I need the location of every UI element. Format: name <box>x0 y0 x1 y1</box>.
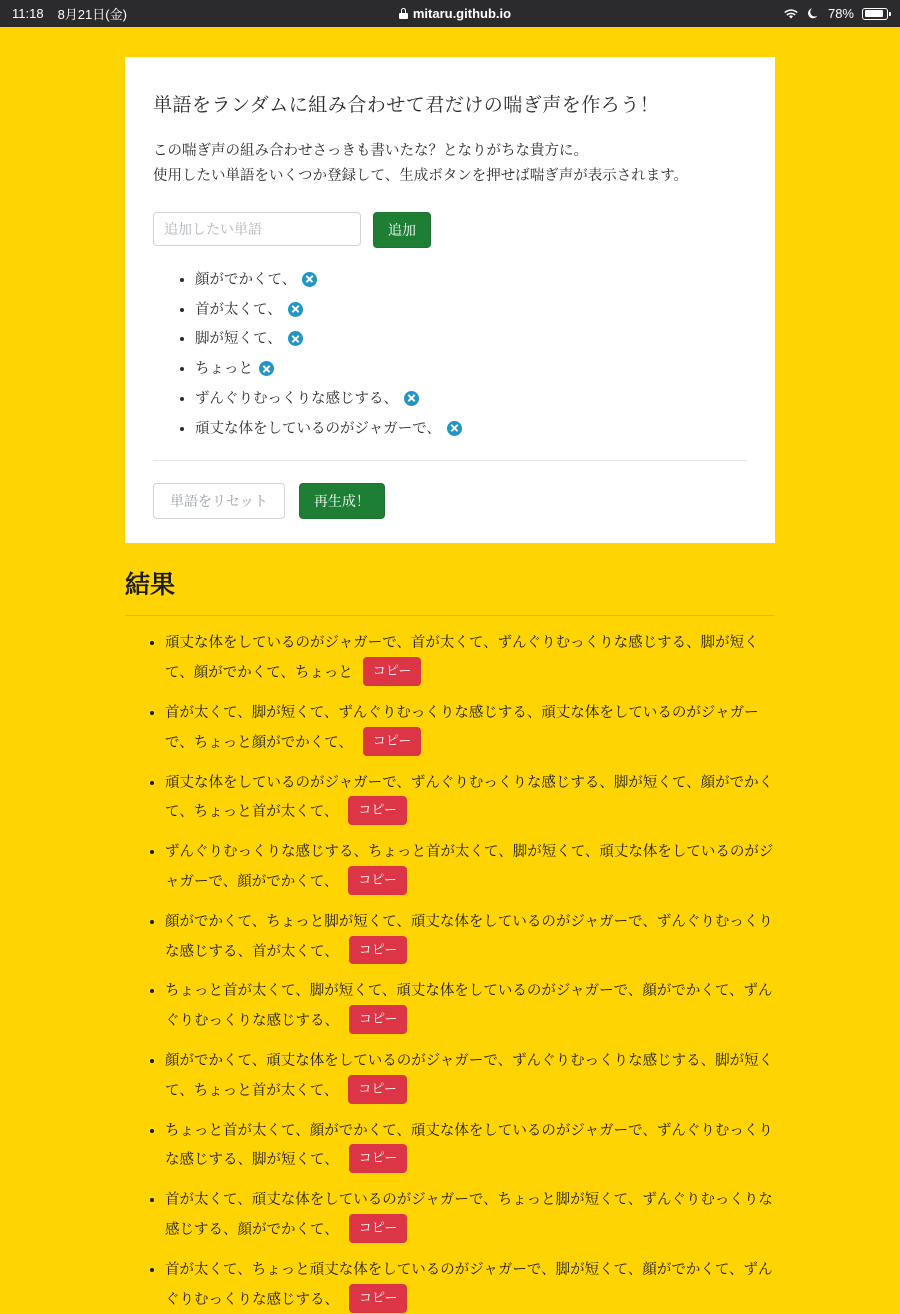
page-title: 単語をランダムに組み合わせて君だけの喘ぎ声を作ろう！ <box>153 95 660 116</box>
results-section <box>125 565 775 1313</box>
table-row <box>165 700 775 757</box>
delete-icon[interactable] <box>288 302 303 317</box>
word-text: 顔がでかくて、 <box>195 271 297 288</box>
list-item <box>195 419 747 441</box>
site-url: mitaru.github.io <box>412 6 512 21</box>
list-item <box>195 389 747 411</box>
word-input[interactable] <box>153 212 361 246</box>
registered-word-list <box>153 270 747 441</box>
copy-button[interactable]: コピー <box>348 1075 406 1104</box>
delete-icon[interactable] <box>259 361 274 376</box>
word-text: 首が太くて、 <box>195 301 282 318</box>
copy-button[interactable]: コピー <box>349 1214 407 1243</box>
date: 8月21日(金) <box>57 7 127 22</box>
reset-words-button[interactable]: 単語をリセット <box>153 483 285 519</box>
list-item <box>195 270 747 292</box>
copy-button[interactable]: コピー <box>348 796 406 825</box>
result-text: 頑丈な体をしているのがジャガーで、首が太くて、ずんぐりむっくりな感じする、脚が短くて、顔がでかくて、ちょっと <box>165 635 759 682</box>
result-text: 顔がでかくて、ちょっと脚が短くて、頑丈な体をしているのがジャガーで、ずんぐりむっくりな感じする、首が太くて、 <box>165 913 773 960</box>
table-row <box>165 978 775 1035</box>
divider <box>153 460 747 461</box>
battery-percent: 78% <box>827 6 854 21</box>
copy-button[interactable]: コピー <box>349 1144 407 1173</box>
list-item <box>195 359 747 381</box>
result-text: 顔がでかくて、頑丈な体をしているのがジャガーで、ずんぐりむっくりな感じする、脚が短くて、ちょっと首が太くて、 <box>165 1053 774 1099</box>
table-row <box>165 839 775 896</box>
regenerate-button[interactable]: 再生成！ <box>299 483 385 519</box>
wifi-icon <box>783 8 799 20</box>
result-text: ちょっと首が太くて、脚が短くて、頑丈な体をしているのがジャガーで、顔がでかくて、ずんぐりむっくりな感じする、 <box>165 983 773 1030</box>
result-text: 首が太くて、頑丈な体をしているのがジャガーで、ちょっと脚が短くて、ずんぐりむっくりな感じする、顔がでかくて、 <box>165 1192 773 1239</box>
address-display[interactable] <box>127 6 783 21</box>
table-row <box>165 909 775 966</box>
delete-icon[interactable] <box>302 272 317 287</box>
result-text: ずんぐりむっくりな感じする、ちょっと首が太くて、脚が短くて、頑丈な体をしているのがジャガーで、顔がでかくて、 <box>165 844 774 890</box>
word-text: ちょっと <box>195 361 253 377</box>
status-bar <box>0 0 900 27</box>
intro-text <box>153 139 747 190</box>
lock-icon <box>399 8 408 19</box>
copy-button[interactable]: コピー <box>363 657 421 686</box>
intro-line-2: 使用したい単語をいくつか登録して、生成ボタンを押せば喘ぎ声が表示されます。 <box>153 168 689 185</box>
table-row <box>165 1118 775 1175</box>
delete-icon[interactable] <box>404 391 419 406</box>
table-row <box>165 770 775 827</box>
results-divider <box>125 615 775 616</box>
delete-icon[interactable] <box>447 421 462 436</box>
battery-icon <box>862 8 888 20</box>
table-row <box>165 1048 775 1105</box>
clock: 11:18 <box>12 6 44 21</box>
list-item <box>195 300 747 322</box>
generator-card <box>125 57 775 543</box>
result-text: 首が太くて、ちょっと頑丈な体をしているのがジャガーで、脚が短くて、顔がでかくて、ずんぐりむっくりな感じする、 <box>165 1261 773 1308</box>
word-text: 頑丈な体をしているのがジャガーで、 <box>195 420 441 437</box>
list-item <box>195 329 747 351</box>
add-word-button[interactable]: 追加 <box>373 212 431 248</box>
table-row <box>165 1187 775 1244</box>
table-row <box>165 630 775 687</box>
results-heading: 結果 <box>125 571 176 600</box>
intro-line-1: この喘ぎ声の組み合わせさっきも書いたな？となりがちな貴方に。 <box>153 143 588 159</box>
table-row <box>165 1257 775 1314</box>
action-row <box>153 483 747 519</box>
status-bar-left <box>12 4 127 23</box>
copy-button[interactable]: コピー <box>349 1284 407 1313</box>
copy-button[interactable]: コピー <box>349 936 407 965</box>
word-input-row <box>153 212 747 248</box>
delete-icon[interactable] <box>288 331 303 346</box>
word-text: ずんぐりむっくりな感じする、 <box>195 390 398 407</box>
status-bar-right <box>783 6 888 21</box>
copy-button[interactable]: コピー <box>363 727 421 756</box>
result-text: 頑丈な体をしているのがジャガーで、ずんぐりむっくりな感じする、脚が短くて、顔がでかくて、ちょっと首が太くて、 <box>165 774 774 821</box>
results-list <box>125 630 775 1313</box>
copy-button[interactable]: コピー <box>348 866 406 895</box>
moon-icon <box>807 7 820 20</box>
word-text: 脚が短くて、 <box>195 331 282 348</box>
page-content <box>0 57 900 1308</box>
result-text: 首が太くて、脚が短くて、ずんぐりむっくりな感じする、頑丈な体をしているのがジャガーで、ちょっと顔がでかくて、 <box>165 704 759 751</box>
copy-button[interactable]: コピー <box>349 1005 407 1034</box>
result-text: ちょっと首が太くて、顔がでかくて、頑丈な体をしているのがジャガーで、ずんぐりむっくりな感じする、脚が短くて、 <box>165 1122 773 1169</box>
